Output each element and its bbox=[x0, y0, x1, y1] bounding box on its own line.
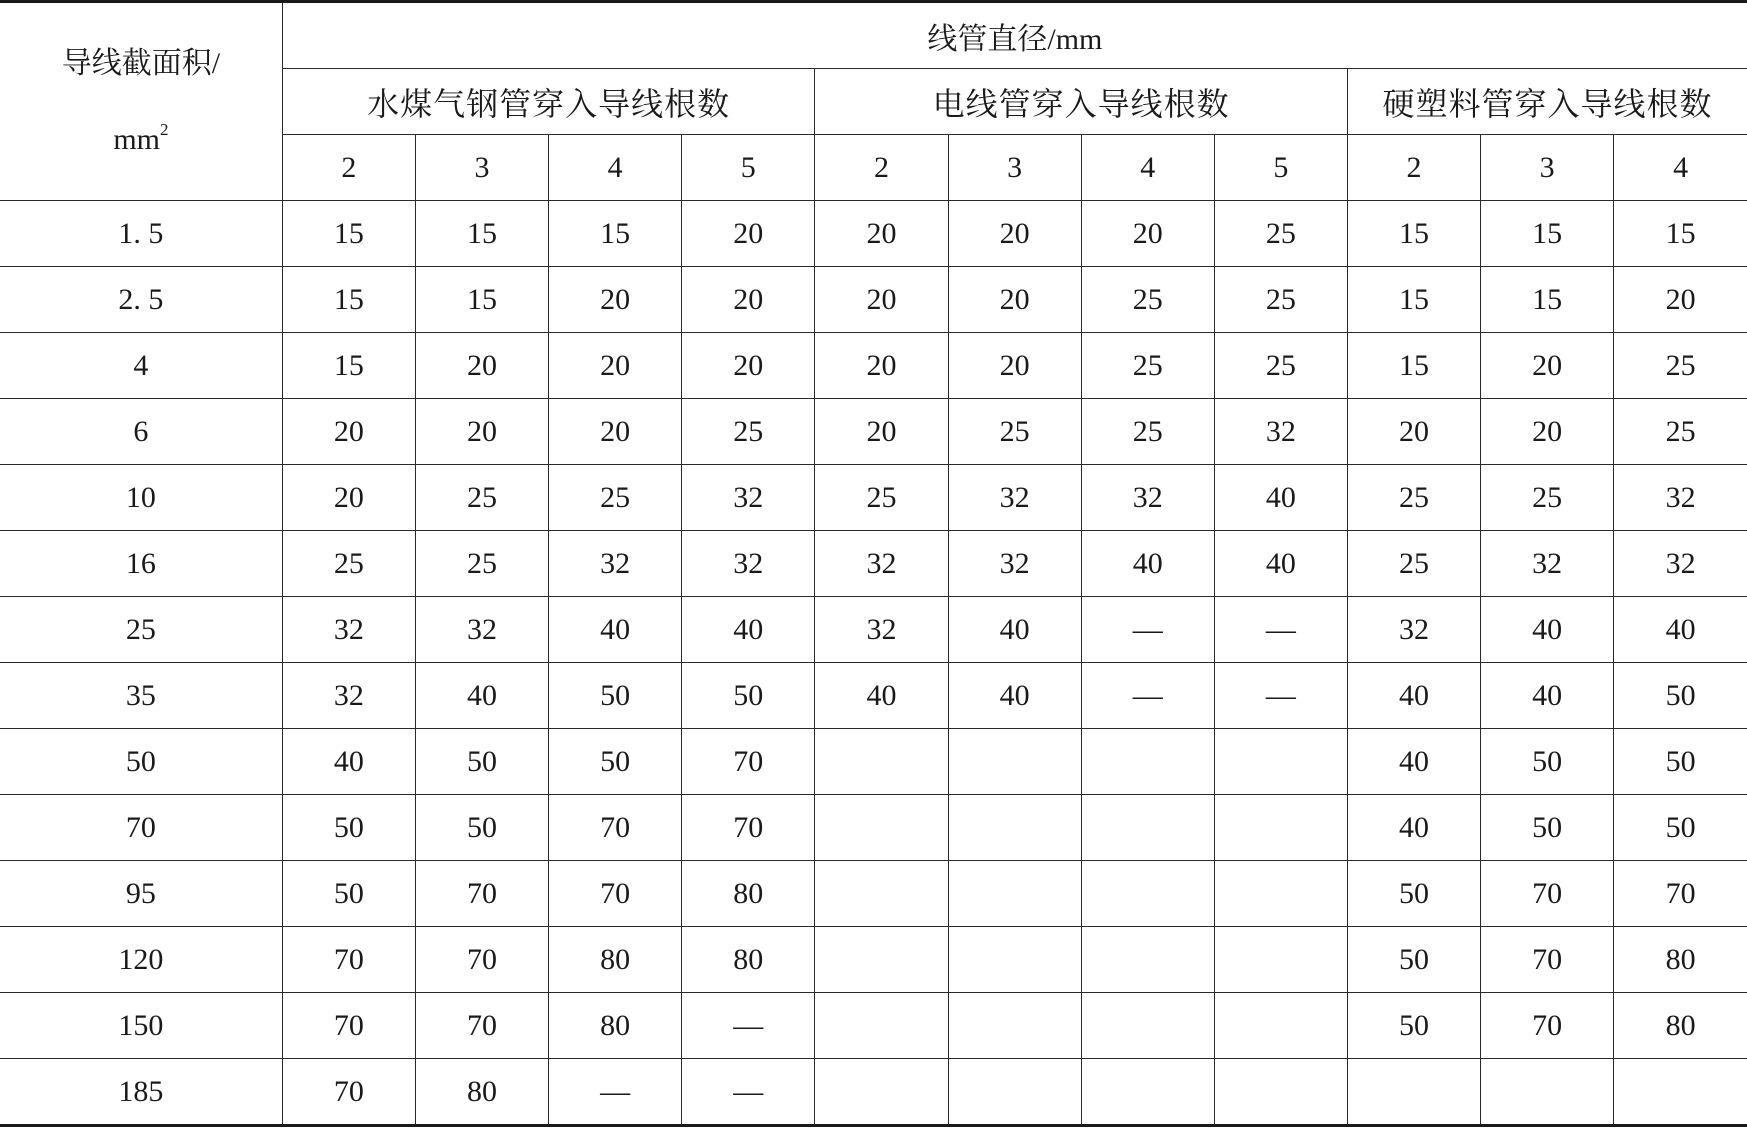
table-row bbox=[0, 795, 1747, 861]
table-cell: 70 bbox=[549, 795, 682, 861]
table-cell: 32 bbox=[1081, 465, 1214, 531]
table-cell: 80 bbox=[682, 927, 815, 993]
table-cell: 40 bbox=[415, 663, 548, 729]
table-cell: 20 bbox=[948, 201, 1081, 267]
table-cell bbox=[1081, 861, 1214, 927]
row-wire-area: 16 bbox=[0, 531, 282, 597]
table-cell: 20 bbox=[549, 399, 682, 465]
table-header bbox=[0, 2, 1747, 201]
table-cell: 50 bbox=[1481, 729, 1614, 795]
header-group-steel-pipe: 水煤气钢管穿入导线根数 bbox=[282, 69, 815, 135]
header-wire-count: 4 bbox=[1614, 135, 1747, 201]
table-cell bbox=[948, 861, 1081, 927]
table-cell: 50 bbox=[1347, 861, 1480, 927]
header-wire-count: 4 bbox=[1081, 135, 1214, 201]
table-cell: 40 bbox=[1347, 795, 1480, 861]
table-cell: 15 bbox=[1347, 201, 1480, 267]
table-cell: 32 bbox=[948, 531, 1081, 597]
table-cell: 20 bbox=[948, 333, 1081, 399]
table-cell: 25 bbox=[1081, 399, 1214, 465]
table-cell bbox=[1081, 729, 1214, 795]
table-cell: 20 bbox=[948, 267, 1081, 333]
table-row bbox=[0, 1059, 1747, 1126]
table-cell: 25 bbox=[1081, 333, 1214, 399]
table-cell: 80 bbox=[1614, 993, 1747, 1059]
table-cell: 15 bbox=[549, 201, 682, 267]
table-cell: 50 bbox=[682, 663, 815, 729]
table-cell: 32 bbox=[682, 531, 815, 597]
table-cell: 25 bbox=[415, 465, 548, 531]
row-wire-area: 6 bbox=[0, 399, 282, 465]
table-cell: 40 bbox=[1614, 597, 1747, 663]
table-cell: 20 bbox=[815, 333, 948, 399]
table-cell: 20 bbox=[549, 333, 682, 399]
row-wire-area: 2. 5 bbox=[0, 267, 282, 333]
table-cell: 40 bbox=[1347, 729, 1480, 795]
table-cell: 50 bbox=[415, 729, 548, 795]
table-cell: 25 bbox=[1481, 465, 1614, 531]
row-wire-area: 95 bbox=[0, 861, 282, 927]
table-cell: 50 bbox=[415, 795, 548, 861]
row-wire-area: 4 bbox=[0, 333, 282, 399]
table-cell bbox=[1214, 993, 1347, 1059]
table-cell bbox=[948, 927, 1081, 993]
table-cell: 70 bbox=[282, 1059, 415, 1126]
table-cell: 20 bbox=[682, 333, 815, 399]
table-row bbox=[0, 861, 1747, 927]
table-cell bbox=[1481, 1059, 1614, 1126]
table-cell: 25 bbox=[549, 465, 682, 531]
table-cell: 32 bbox=[682, 465, 815, 531]
table-cell: 15 bbox=[415, 267, 548, 333]
table-cell: 70 bbox=[1481, 993, 1614, 1059]
table-cell bbox=[1347, 1059, 1480, 1126]
table-cell: 15 bbox=[1481, 267, 1614, 333]
table-cell bbox=[815, 861, 948, 927]
table-cell: 40 bbox=[1214, 531, 1347, 597]
table-cell: 20 bbox=[549, 267, 682, 333]
table-cell: 50 bbox=[1347, 927, 1480, 993]
table-cell: 15 bbox=[1347, 333, 1480, 399]
table-cell: 25 bbox=[815, 465, 948, 531]
table-cell: 20 bbox=[282, 399, 415, 465]
table-cell bbox=[1614, 1059, 1747, 1126]
table-cell bbox=[948, 729, 1081, 795]
table-cell: 50 bbox=[1614, 663, 1747, 729]
table-cell: 20 bbox=[1347, 399, 1480, 465]
table-cell: 25 bbox=[1614, 333, 1747, 399]
table-cell: 20 bbox=[1081, 201, 1214, 267]
table-cell bbox=[1214, 861, 1347, 927]
header-wire-area-unit bbox=[0, 97, 282, 173]
row-wire-area: 25 bbox=[0, 597, 282, 663]
table-cell bbox=[1214, 1059, 1347, 1126]
table-cell bbox=[1081, 795, 1214, 861]
table-cell bbox=[815, 795, 948, 861]
table-cell bbox=[815, 1059, 948, 1126]
header-wire-count: 2 bbox=[282, 135, 415, 201]
table-cell: 32 bbox=[1347, 597, 1480, 663]
table-row bbox=[0, 267, 1747, 333]
table-cell: 20 bbox=[415, 333, 548, 399]
table-cell: 25 bbox=[415, 531, 548, 597]
table-row bbox=[0, 399, 1747, 465]
table-cell bbox=[948, 795, 1081, 861]
table-cell: 15 bbox=[282, 333, 415, 399]
row-wire-area: 35 bbox=[0, 663, 282, 729]
table-cell: 50 bbox=[1614, 795, 1747, 861]
table-cell: 25 bbox=[1081, 267, 1214, 333]
table-cell: 80 bbox=[682, 861, 815, 927]
table-cell: 40 bbox=[1481, 663, 1614, 729]
table-cell: 15 bbox=[282, 267, 415, 333]
table-cell: 25 bbox=[1347, 531, 1480, 597]
table-cell: 32 bbox=[282, 663, 415, 729]
table-cell: — bbox=[682, 1059, 815, 1126]
table-cell: 70 bbox=[282, 993, 415, 1059]
table-cell: 80 bbox=[549, 993, 682, 1059]
table-cell: 40 bbox=[1347, 663, 1480, 729]
table-cell: 20 bbox=[1481, 399, 1614, 465]
table-cell: 32 bbox=[815, 531, 948, 597]
header-wire-count: 3 bbox=[948, 135, 1081, 201]
table-cell bbox=[1081, 993, 1214, 1059]
table-cell: — bbox=[549, 1059, 682, 1126]
table-cell: 50 bbox=[549, 663, 682, 729]
header-row-main bbox=[0, 2, 1747, 69]
table-row bbox=[0, 531, 1747, 597]
table-row bbox=[0, 465, 1747, 531]
header-group-electrical-conduit: 电线管穿入导线根数 bbox=[815, 69, 1348, 135]
table-cell: 50 bbox=[1481, 795, 1614, 861]
row-wire-area: 150 bbox=[0, 993, 282, 1059]
table-cell: 32 bbox=[415, 597, 548, 663]
header-wire-count: 2 bbox=[1347, 135, 1480, 201]
table-cell: 20 bbox=[682, 267, 815, 333]
table-cell bbox=[1081, 927, 1214, 993]
table-cell: 20 bbox=[282, 465, 415, 531]
table-cell: 70 bbox=[682, 795, 815, 861]
table-cell: 25 bbox=[1214, 333, 1347, 399]
table-cell: 15 bbox=[282, 201, 415, 267]
table-cell: 32 bbox=[1614, 531, 1747, 597]
table-cell: 40 bbox=[282, 729, 415, 795]
table-cell: 15 bbox=[1614, 201, 1747, 267]
header-wire-area-unit-sup: 2 bbox=[159, 119, 169, 139]
table-cell: 25 bbox=[1214, 201, 1347, 267]
table-cell: 70 bbox=[682, 729, 815, 795]
table-cell: 20 bbox=[1481, 333, 1614, 399]
table-cell bbox=[948, 993, 1081, 1059]
table-cell: 70 bbox=[415, 927, 548, 993]
table-cell: 50 bbox=[549, 729, 682, 795]
table-row bbox=[0, 597, 1747, 663]
table-cell: 40 bbox=[549, 597, 682, 663]
table-cell: 15 bbox=[1347, 267, 1480, 333]
table-cell: — bbox=[1214, 663, 1347, 729]
header-wire-count: 5 bbox=[1214, 135, 1347, 201]
table-cell: 25 bbox=[948, 399, 1081, 465]
table-cell: — bbox=[1081, 597, 1214, 663]
table-cell: 40 bbox=[948, 663, 1081, 729]
table-cell: — bbox=[682, 993, 815, 1059]
table-cell bbox=[815, 729, 948, 795]
table-cell: 40 bbox=[815, 663, 948, 729]
table-cell: 50 bbox=[282, 795, 415, 861]
table-cell bbox=[948, 1059, 1081, 1126]
header-wire-count: 3 bbox=[415, 135, 548, 201]
table-cell: 25 bbox=[282, 531, 415, 597]
header-wire-area-unit-text: mm bbox=[113, 122, 160, 156]
header-wire-count: 4 bbox=[549, 135, 682, 201]
table-cell: — bbox=[1081, 663, 1214, 729]
table-cell bbox=[1081, 1059, 1214, 1126]
row-wire-area: 70 bbox=[0, 795, 282, 861]
table-cell: 25 bbox=[1214, 267, 1347, 333]
row-wire-area: 10 bbox=[0, 465, 282, 531]
table-cell: 32 bbox=[549, 531, 682, 597]
table-cell: 25 bbox=[1347, 465, 1480, 531]
table-cell: 70 bbox=[1614, 861, 1747, 927]
table-cell bbox=[1214, 729, 1347, 795]
table-cell: 80 bbox=[415, 1059, 548, 1126]
table-cell: 15 bbox=[415, 201, 548, 267]
table-cell: 50 bbox=[282, 861, 415, 927]
header-group-rigid-plastic: 硬塑料管穿入导线根数 bbox=[1347, 69, 1747, 135]
table-cell: 80 bbox=[549, 927, 682, 993]
table-cell: 20 bbox=[815, 399, 948, 465]
table-cell: 40 bbox=[1481, 597, 1614, 663]
table-body bbox=[0, 201, 1747, 1126]
table-cell: 20 bbox=[815, 201, 948, 267]
table-cell bbox=[1214, 795, 1347, 861]
table-cell bbox=[1214, 927, 1347, 993]
table-cell: 70 bbox=[415, 993, 548, 1059]
table-cell: 20 bbox=[415, 399, 548, 465]
table-cell: 40 bbox=[948, 597, 1081, 663]
row-wire-area: 185 bbox=[0, 1059, 282, 1126]
row-wire-area: 120 bbox=[0, 927, 282, 993]
row-wire-area: 1. 5 bbox=[0, 201, 282, 267]
table-cell: 25 bbox=[1614, 399, 1747, 465]
table-row bbox=[0, 927, 1747, 993]
table-cell: 70 bbox=[1481, 861, 1614, 927]
table-cell: 40 bbox=[682, 597, 815, 663]
table-cell: 70 bbox=[1481, 927, 1614, 993]
table-cell: 32 bbox=[1214, 399, 1347, 465]
table-cell: 40 bbox=[1081, 531, 1214, 597]
header-wire-count: 2 bbox=[815, 135, 948, 201]
table-cell: 32 bbox=[282, 597, 415, 663]
header-wire-area bbox=[0, 2, 282, 201]
table-cell: 50 bbox=[1347, 993, 1480, 1059]
table-cell: 32 bbox=[1614, 465, 1747, 531]
table-cell: 70 bbox=[415, 861, 548, 927]
row-wire-area: 50 bbox=[0, 729, 282, 795]
table-cell: 70 bbox=[549, 861, 682, 927]
table-cell: 40 bbox=[1214, 465, 1347, 531]
table-cell: 80 bbox=[1614, 927, 1747, 993]
header-conduit-diameter: 线管直径/mm bbox=[282, 2, 1747, 69]
table-cell: 20 bbox=[1614, 267, 1747, 333]
table-row bbox=[0, 729, 1747, 795]
header-wire-area-line1: 导线截面积/ bbox=[61, 46, 221, 80]
table-row bbox=[0, 333, 1747, 399]
table-cell: 20 bbox=[682, 201, 815, 267]
table-row bbox=[0, 663, 1747, 729]
table-cell: 50 bbox=[1614, 729, 1747, 795]
table-cell: 25 bbox=[682, 399, 815, 465]
table-cell: 32 bbox=[1481, 531, 1614, 597]
table-cell: — bbox=[1214, 597, 1347, 663]
table-row bbox=[0, 993, 1747, 1059]
table-cell bbox=[815, 993, 948, 1059]
table-cell: 20 bbox=[815, 267, 948, 333]
table-row bbox=[0, 201, 1747, 267]
header-wire-count: 5 bbox=[682, 135, 815, 201]
table-cell: 32 bbox=[948, 465, 1081, 531]
table-cell: 15 bbox=[1481, 201, 1614, 267]
header-wire-count: 3 bbox=[1481, 135, 1614, 201]
table-cell: 32 bbox=[815, 597, 948, 663]
table-cell: 70 bbox=[282, 927, 415, 993]
table-cell bbox=[815, 927, 948, 993]
